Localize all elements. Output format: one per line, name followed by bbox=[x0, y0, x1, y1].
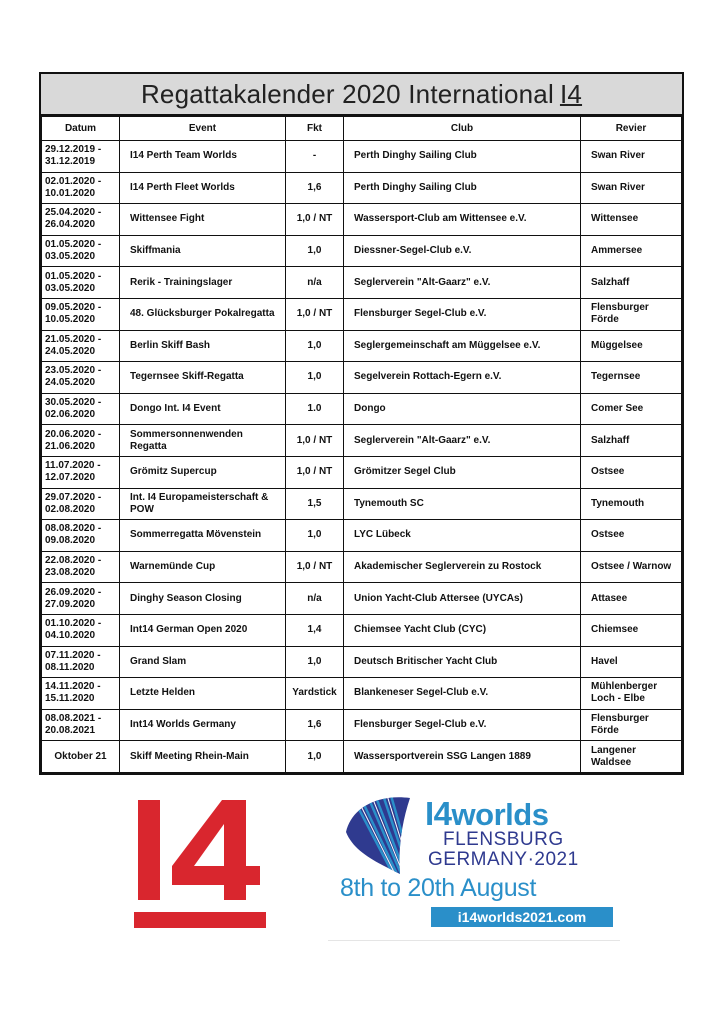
cell-club: Seglerverein "Alt-Gaarz" e.V. bbox=[344, 267, 581, 299]
date-end: 02.08.2020 bbox=[45, 503, 96, 515]
table-row bbox=[42, 267, 682, 299]
cell-datum bbox=[42, 583, 120, 615]
cell-fkt: 1,0 bbox=[286, 646, 344, 678]
date-start: 02.01.2020 - bbox=[45, 175, 102, 187]
cell-datum bbox=[42, 456, 120, 488]
cell-datum bbox=[42, 488, 120, 520]
cell-event: I14 Perth Fleet Worlds bbox=[120, 172, 286, 204]
cell-club: Akademischer Seglerverein zu Rostock bbox=[344, 551, 581, 583]
cell-fkt: n/a bbox=[286, 267, 344, 299]
cell-club: Flensburger Segel-Club e.V. bbox=[344, 709, 581, 741]
table-row bbox=[42, 709, 682, 741]
table-row bbox=[42, 172, 682, 204]
date-start: Oktober 21 bbox=[54, 750, 107, 762]
cell-datum bbox=[42, 678, 120, 710]
worlds-title-4: 4 bbox=[433, 795, 452, 832]
date-start: 29.07.2020 - bbox=[45, 491, 102, 503]
cell-fkt: 1,0 bbox=[286, 520, 344, 552]
column-header-club: Club bbox=[344, 117, 581, 141]
cell-club: Grömitzer Segel Club bbox=[344, 456, 581, 488]
cell-fkt: 1,5 bbox=[286, 488, 344, 520]
table-row bbox=[42, 298, 682, 330]
cell-event: Sommerregatta Mövenstein bbox=[120, 520, 286, 552]
date-start: 22.08.2020 - bbox=[45, 555, 102, 567]
cell-event: Wittensee Fight bbox=[120, 204, 286, 236]
cell-datum bbox=[42, 425, 120, 457]
cell-datum bbox=[42, 393, 120, 425]
date-start: 25.04.2020 - bbox=[45, 207, 102, 219]
cell-club: Perth Dinghy Sailing Club bbox=[344, 172, 581, 204]
date-start: 07.11.2020 - bbox=[45, 649, 101, 661]
cell-datum bbox=[42, 741, 120, 773]
i4-logo-graphic bbox=[134, 800, 266, 932]
column-header-event: Event bbox=[120, 117, 286, 141]
worlds-title bbox=[425, 795, 549, 832]
cell-fkt: 1,0 / NT bbox=[286, 456, 344, 488]
table-row bbox=[42, 520, 682, 552]
date-end: 12.07.2020 bbox=[45, 472, 96, 484]
table-row bbox=[42, 330, 682, 362]
cell-club: Blankeneser Segel-Club e.V. bbox=[344, 678, 581, 710]
table-row bbox=[42, 393, 682, 425]
cell-fkt: 1,0 / NT bbox=[286, 298, 344, 330]
calendar-table bbox=[41, 116, 682, 773]
cell-fkt: 1,0 / NT bbox=[286, 204, 344, 236]
cell-event: Berlin Skiff Bash bbox=[120, 330, 286, 362]
column-header-fkt: Fkt bbox=[286, 117, 344, 141]
cell-event: Grand Slam bbox=[120, 646, 286, 678]
table-row bbox=[42, 583, 682, 615]
date-end: 15.11.2020 bbox=[45, 693, 95, 705]
cell-club: Dongo bbox=[344, 393, 581, 425]
cell-fkt: 1,0 / NT bbox=[286, 551, 344, 583]
cell-event: Dongo Int. I4 Event bbox=[120, 393, 286, 425]
date-start: 26.09.2020 - bbox=[45, 586, 102, 598]
cell-revier: Ammersee bbox=[581, 235, 682, 267]
worlds-divider bbox=[328, 940, 620, 941]
cell-datum bbox=[42, 330, 120, 362]
regatta-calendar bbox=[39, 72, 684, 775]
calendar-title-text: Regattakalender 2020 International bbox=[140, 78, 554, 109]
date-start: 08.08.2020 - bbox=[45, 523, 102, 535]
cell-revier: Müggelsee bbox=[581, 330, 682, 362]
table-row bbox=[42, 235, 682, 267]
date-start: 23.05.2020 - bbox=[45, 365, 102, 377]
cell-datum bbox=[42, 646, 120, 678]
date-start: 14.11.2020 - bbox=[45, 681, 101, 693]
cell-event: Letzte Helden bbox=[120, 678, 286, 710]
cell-fkt: 1,4 bbox=[286, 614, 344, 646]
date-end: 04.10.2020 bbox=[45, 630, 96, 642]
cell-event: Dinghy Season Closing bbox=[120, 583, 286, 615]
date-end: 26.04.2020 bbox=[45, 219, 96, 231]
cell-club: Seglerverein "Alt-Gaarz" e.V. bbox=[344, 425, 581, 457]
cell-fkt: 1.0 bbox=[286, 393, 344, 425]
table-row bbox=[42, 551, 682, 583]
cell-datum bbox=[42, 235, 120, 267]
date-start: 01.05.2020 - bbox=[45, 270, 102, 282]
cell-revier: Swan River bbox=[581, 141, 682, 173]
cell-event: Int14 German Open 2020 bbox=[120, 614, 286, 646]
cell-revier: Ostsee bbox=[581, 456, 682, 488]
cell-event: Warnemünde Cup bbox=[120, 551, 286, 583]
cell-datum bbox=[42, 172, 120, 204]
cell-event: Skiff Meeting Rhein-Main bbox=[120, 741, 286, 773]
cell-event: Grömitz Supercup bbox=[120, 456, 286, 488]
cell-event: I14 Perth Team Worlds bbox=[120, 141, 286, 173]
date-end: 23.08.2020 bbox=[45, 567, 96, 579]
cell-event: Tegernsee Skiff-Regatta bbox=[120, 362, 286, 394]
cell-revier: Tegernsee bbox=[581, 362, 682, 394]
table-row bbox=[42, 741, 682, 773]
cell-datum bbox=[42, 362, 120, 394]
date-start: 09.05.2020 - bbox=[45, 302, 102, 314]
cell-club: LYC Lübeck bbox=[344, 520, 581, 552]
cell-revier: Chiemsee bbox=[581, 614, 682, 646]
calendar-title bbox=[41, 74, 682, 116]
date-end: 31.12.2019 bbox=[45, 156, 96, 168]
cell-club: Deutsch Britischer Yacht Club bbox=[344, 646, 581, 678]
cell-event: Sommersonnenwenden Regatta bbox=[120, 425, 286, 457]
date-end: 20.08.2021 bbox=[45, 724, 96, 736]
cell-revier: Salzhaff bbox=[581, 267, 682, 299]
cell-fkt: n/a bbox=[286, 583, 344, 615]
sail-icon bbox=[340, 792, 426, 876]
date-end: 27.09.2020 bbox=[45, 598, 96, 610]
date-end: 24.05.2020 bbox=[45, 377, 96, 389]
i4-class-logo bbox=[134, 800, 266, 932]
cell-revier: Wittensee bbox=[581, 204, 682, 236]
worlds-url: i14worlds2021.com bbox=[431, 907, 613, 927]
worlds-country: GERMANY·2021 bbox=[428, 849, 579, 870]
date-start: 20.06.2020 - bbox=[45, 428, 102, 440]
cell-datum bbox=[42, 709, 120, 741]
cell-revier: Attasee bbox=[581, 583, 682, 615]
column-header-revier: Revier bbox=[581, 117, 682, 141]
cell-datum bbox=[42, 614, 120, 646]
date-end: 03.05.2020 bbox=[45, 282, 96, 294]
worlds-logo bbox=[328, 790, 620, 945]
date-end: 21.06.2020 bbox=[45, 440, 96, 452]
cell-event: Int14 Worlds Germany bbox=[120, 709, 286, 741]
date-end: 03.05.2020 bbox=[45, 251, 96, 263]
cell-fkt: Yardstick bbox=[286, 678, 344, 710]
cell-club: Union Yacht-Club Attersee (UYCAs) bbox=[344, 583, 581, 615]
date-start: 01.05.2020 - bbox=[45, 239, 102, 251]
table-row bbox=[42, 678, 682, 710]
cell-club: Tynemouth SC bbox=[344, 488, 581, 520]
date-start: 08.08.2021 - bbox=[45, 712, 102, 724]
cell-datum bbox=[42, 551, 120, 583]
date-end: 09.08.2020 bbox=[45, 535, 96, 547]
cell-revier: Salzhaff bbox=[581, 425, 682, 457]
cell-revier: Havel bbox=[581, 646, 682, 678]
cell-club: Wassersportverein SSG Langen 1889 bbox=[344, 741, 581, 773]
cell-club: Seglergemeinschaft am Müggelsee e.V. bbox=[344, 330, 581, 362]
cell-fkt: - bbox=[286, 141, 344, 173]
date-start: 11.07.2020 - bbox=[45, 460, 101, 472]
date-end: 02.06.2020 bbox=[45, 409, 96, 421]
table-row bbox=[42, 425, 682, 457]
cell-datum bbox=[42, 520, 120, 552]
column-header-datum: Datum bbox=[42, 117, 120, 141]
cell-fkt: 1,6 bbox=[286, 709, 344, 741]
cell-revier: Ostsee bbox=[581, 520, 682, 552]
cell-revier: Comer See bbox=[581, 393, 682, 425]
cell-datum bbox=[42, 298, 120, 330]
cell-revier: Ostsee / Warnow bbox=[581, 551, 682, 583]
cell-event: Int. I4 Europameisterschaft & POW bbox=[120, 488, 286, 520]
cell-club: Segelverein Rottach-Egern e.V. bbox=[344, 362, 581, 394]
cell-fkt: 1,0 bbox=[286, 330, 344, 362]
date-start: 29.12.2019 - bbox=[45, 144, 102, 156]
cell-revier: Tynemouth bbox=[581, 488, 682, 520]
date-end: 08.11.2020 bbox=[45, 661, 95, 673]
worlds-city: FLENSBURG bbox=[443, 829, 564, 850]
cell-datum bbox=[42, 267, 120, 299]
cell-revier: Mühlenberger Loch - Elbe bbox=[581, 678, 682, 710]
cell-revier: Flensburger Förde bbox=[581, 298, 682, 330]
cell-fkt: 1,0 bbox=[286, 362, 344, 394]
calendar-title-class: I4 bbox=[559, 78, 583, 109]
table-row bbox=[42, 362, 682, 394]
worlds-dates: 8th to 20th August bbox=[340, 874, 537, 902]
cell-club: Flensburger Segel-Club e.V. bbox=[344, 298, 581, 330]
cell-event: Rerik - Trainingslager bbox=[120, 267, 286, 299]
table-row bbox=[42, 456, 682, 488]
table-row bbox=[42, 141, 682, 173]
table-row bbox=[42, 646, 682, 678]
cell-fkt: 1,0 bbox=[286, 235, 344, 267]
cell-club: Diessner-Segel-Club e.V. bbox=[344, 235, 581, 267]
cell-fkt: 1,0 bbox=[286, 741, 344, 773]
date-end: 10.01.2020 bbox=[45, 187, 96, 199]
table-row bbox=[42, 614, 682, 646]
date-start: 01.10.2020 - bbox=[45, 618, 102, 630]
cell-datum bbox=[42, 141, 120, 173]
cell-event: Skiffmania bbox=[120, 235, 286, 267]
table-row bbox=[42, 488, 682, 520]
cell-club: Chiemsee Yacht Club (CYC) bbox=[344, 614, 581, 646]
calendar-body bbox=[42, 141, 682, 773]
worlds-title-i: I bbox=[425, 795, 434, 832]
date-start: 21.05.2020 - bbox=[45, 333, 102, 345]
worlds-title-word: worlds bbox=[451, 797, 549, 832]
cell-revier: Swan River bbox=[581, 172, 682, 204]
cell-event: 48. Glücksburger Pokalregatta bbox=[120, 298, 286, 330]
date-end: 24.05.2020 bbox=[45, 345, 96, 357]
cell-fkt: 1,6 bbox=[286, 172, 344, 204]
cell-revier: Langener Waldsee bbox=[581, 741, 682, 773]
header-row bbox=[42, 117, 682, 141]
date-start: 30.05.2020 - bbox=[45, 397, 102, 409]
date-end: 10.05.2020 bbox=[45, 314, 96, 326]
cell-revier: Flensburger Förde bbox=[581, 709, 682, 741]
table-row bbox=[42, 204, 682, 236]
cell-club: Perth Dinghy Sailing Club bbox=[344, 141, 581, 173]
cell-fkt: 1,0 / NT bbox=[286, 425, 344, 457]
cell-datum bbox=[42, 204, 120, 236]
cell-club: Wassersport-Club am Wittensee e.V. bbox=[344, 204, 581, 236]
